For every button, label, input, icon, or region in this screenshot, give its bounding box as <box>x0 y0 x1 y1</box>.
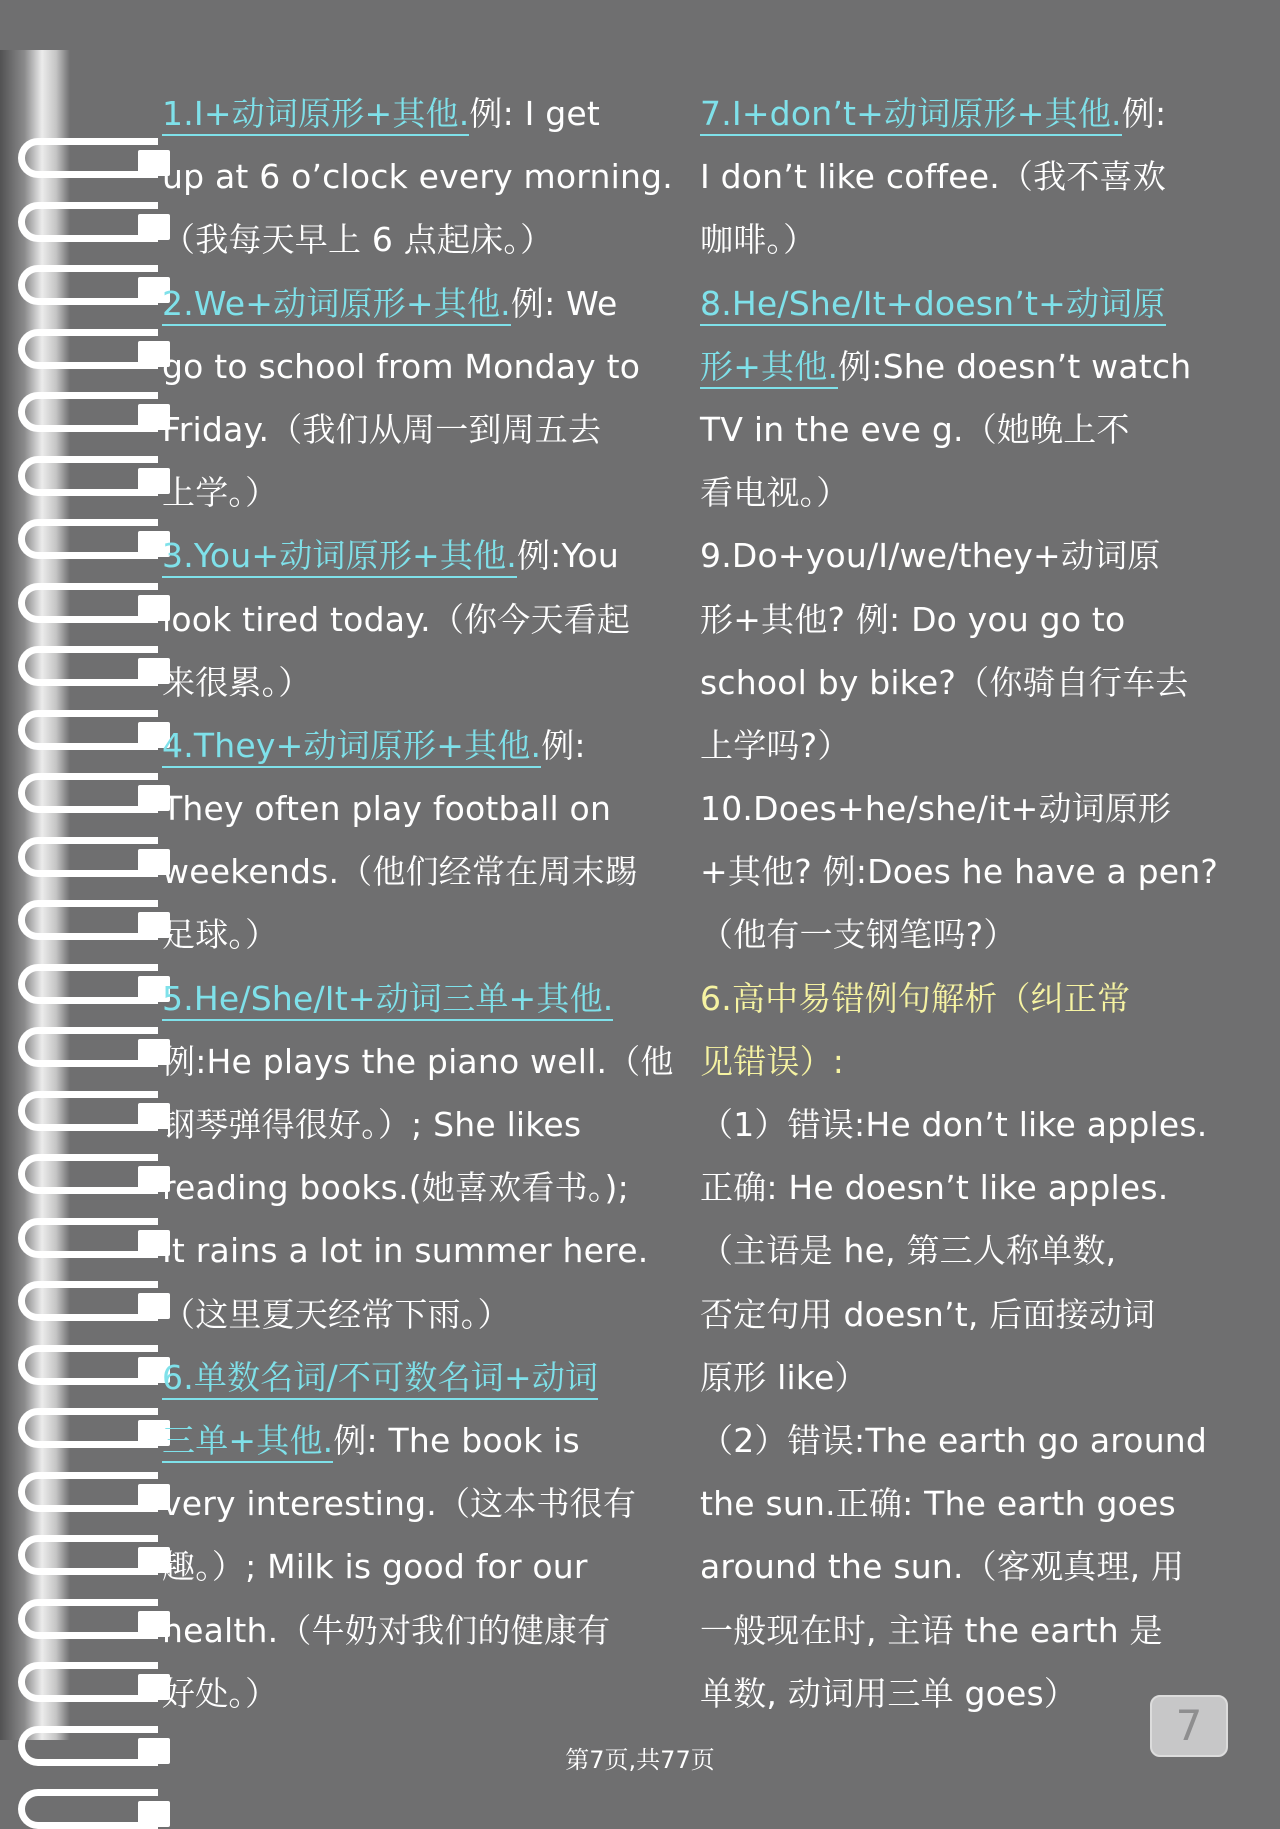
body-text: 形+其他? 例: Do you go to <box>700 599 1126 639</box>
spiral-ring <box>18 1599 148 1639</box>
body-text: （这里夏天经常下雨。） <box>162 1294 511 1334</box>
body-text: 足球。） <box>162 915 279 955</box>
spiral-ring <box>18 1154 148 1194</box>
spiral-ring <box>18 138 148 178</box>
spiral-ring-loop <box>18 456 158 496</box>
left-column-line <box>162 1535 682 1598</box>
spiral-ring <box>18 456 148 496</box>
spiral-binding-rings <box>0 0 170 1810</box>
body-text: 上学吗?） <box>700 725 851 765</box>
body-text: 例: The book is <box>333 1420 580 1460</box>
right-column-line <box>700 1030 1245 1093</box>
left-column-line <box>162 903 682 966</box>
right-column-line <box>700 82 1245 145</box>
left-column-line <box>162 82 682 145</box>
spiral-ring-loop <box>18 1154 158 1194</box>
body-text: 例: We <box>510 283 618 323</box>
right-column-line <box>700 1093 1245 1156</box>
spiral-ring <box>18 646 148 686</box>
spiral-ring-hole <box>138 1801 170 1827</box>
left-column-line <box>162 1156 682 1219</box>
right-column-line <box>700 840 1245 903</box>
body-text: 正确: He doesn’t like apples. <box>700 1168 1169 1208</box>
left-column-line <box>162 272 682 335</box>
spiral-ring <box>18 900 148 940</box>
right-column-line <box>700 777 1245 840</box>
heading-pattern: 2.We+动词原形+其他. <box>162 284 511 326</box>
section-heading: 6.高中易错例句解析（纠正常 <box>700 978 1131 1018</box>
right-column-line <box>700 1156 1245 1219</box>
spiral-ring-loop <box>18 1662 158 1702</box>
spiral-ring-loop <box>18 1535 158 1575</box>
body-text: （我每天早上 6 点起床。） <box>162 220 554 260</box>
body-text: around the sun.（客观真理, 用 <box>700 1547 1185 1587</box>
body-text: 9.Do+you/I/we/they+动词原 <box>700 536 1161 576</box>
right-column-line <box>700 588 1245 651</box>
body-text: weekends.（他们经常在周末踢 <box>162 852 638 892</box>
left-column-line <box>162 1599 682 1662</box>
body-text: 趣。）; Milk is good for our <box>162 1547 588 1587</box>
heading-pattern: 1.I+动词原形+其他. <box>162 94 469 136</box>
left-column-line <box>162 1219 682 1282</box>
left-column-line <box>162 651 682 714</box>
body-text: （他有一支钢笔吗?） <box>700 915 1017 955</box>
body-text: school by bike?（你骑自行车去 <box>700 662 1189 702</box>
left-column-line <box>162 588 682 651</box>
body-text: 例: <box>541 725 586 765</box>
body-text: 上学。） <box>162 473 279 513</box>
body-text: 一般现在时, 主语 the earth 是 <box>700 1610 1163 1650</box>
spiral-ring <box>18 1662 148 1702</box>
spiral-ring <box>18 1408 148 1448</box>
body-text: 好处。） <box>162 1673 279 1713</box>
spiral-ring-loop <box>18 519 158 559</box>
spiral-ring <box>18 329 148 369</box>
heading-pattern: 8.He/She/It+doesn’t+动词原 <box>700 284 1166 326</box>
left-column-line <box>162 967 682 1030</box>
body-text: look tired today.（你今天看起 <box>162 599 631 639</box>
body-text: +其他? 例:Does he have a pen? <box>700 852 1219 892</box>
body-text: very interesting.（这本书很有 <box>162 1484 637 1524</box>
right-column-line <box>700 524 1245 587</box>
body-text: （2）错误:The earth go around <box>700 1420 1208 1460</box>
spiral-ring <box>18 1789 148 1829</box>
right-column-line <box>700 967 1245 1030</box>
body-text: 咖啡。） <box>700 220 817 260</box>
section-heading: 见错误）: <box>700 1041 845 1081</box>
right-column-line <box>700 1283 1245 1346</box>
body-text: 看电视。） <box>700 473 850 513</box>
body-text: 例:He plays the piano well.（他 <box>162 1041 674 1081</box>
spiral-ring-loop <box>18 1789 158 1829</box>
right-column-line <box>700 208 1245 271</box>
body-text: 否定句用 doesn’t, 后面接动词 <box>700 1294 1156 1334</box>
left-column-line <box>162 1409 682 1472</box>
spiral-ring <box>18 837 148 877</box>
right-column-line <box>700 1346 1245 1409</box>
heading-pattern: 5.He/She/It+动词三单+其他. <box>162 979 613 1021</box>
spiral-ring <box>18 583 148 623</box>
left-column-line <box>162 1030 682 1093</box>
heading-pattern: 7.I+don’t+动词原形+其他. <box>700 94 1122 136</box>
right-column-line <box>700 1219 1245 1282</box>
left-column-line <box>162 714 682 777</box>
spiral-ring <box>18 1535 148 1575</box>
spiral-ring-loop <box>18 773 158 813</box>
spiral-ring-loop <box>18 837 158 877</box>
spiral-ring-loop <box>18 1408 158 1448</box>
body-text: Friday.（我们从周一到周五去 <box>162 409 602 449</box>
right-column-line <box>700 335 1245 398</box>
spiral-ring <box>18 1345 148 1385</box>
right-column-line <box>700 272 1245 335</box>
body-text: 单数, 动词用三单 goes） <box>700 1673 1078 1713</box>
body-text: 原形 like） <box>700 1357 868 1397</box>
left-column-line <box>162 777 682 840</box>
right-column <box>700 82 1245 1725</box>
heading-pattern: 4.They+动词原形+其他. <box>162 726 541 768</box>
body-text: go to school from Monday to <box>162 346 641 386</box>
spiral-ring <box>18 519 148 559</box>
spiral-ring-loop <box>18 646 158 686</box>
body-text: TV in the eve g.（她晚上不 <box>700 409 1130 449</box>
spiral-ring <box>18 202 148 242</box>
spiral-ring-loop <box>18 138 158 178</box>
left-column-line <box>162 524 682 587</box>
spiral-ring-loop <box>18 900 158 940</box>
body-text: （主语是 he, 第三人称单数, <box>700 1231 1117 1271</box>
page-number-badge: 7 <box>1150 1695 1228 1757</box>
spiral-ring-loop <box>18 1281 158 1321</box>
body-text: It rains a lot in summer here. <box>162 1231 649 1271</box>
spiral-ring <box>18 1218 148 1258</box>
right-column-line <box>700 1599 1245 1662</box>
left-column-line <box>162 1662 682 1725</box>
body-text: 来很累。） <box>162 662 312 702</box>
right-column-line <box>700 1535 1245 1598</box>
spiral-ring-loop <box>18 1091 158 1131</box>
left-column-line <box>162 335 682 398</box>
body-text: reading books.(她喜欢看书。); <box>162 1168 629 1208</box>
left-column-line <box>162 1346 682 1409</box>
left-column-line <box>162 1093 682 1156</box>
left-column-line <box>162 398 682 461</box>
spiral-ring-loop <box>18 392 158 432</box>
heading-pattern: 3.You+动词原形+其他. <box>162 536 517 578</box>
body-text: the sun.正确: The earth goes <box>700 1484 1176 1524</box>
body-text: 钢琴弹得很好。）; She likes <box>162 1105 582 1144</box>
spiral-ring <box>18 964 148 1004</box>
left-column-line <box>162 145 682 208</box>
spiral-ring-loop <box>18 1472 158 1512</box>
left-column-line <box>162 1283 682 1346</box>
body-text: （1）错误:He don’t like apples. <box>700 1105 1208 1144</box>
spiral-ring-loop <box>18 1599 158 1639</box>
spiral-ring-loop <box>18 202 158 242</box>
spiral-ring <box>18 1027 148 1067</box>
spiral-ring-loop <box>18 1345 158 1385</box>
body-text: 10.Does+he/she/it+动词原形 <box>700 789 1172 829</box>
right-column-line <box>700 903 1245 966</box>
right-column-line <box>700 398 1245 461</box>
spiral-ring <box>18 392 148 432</box>
spiral-ring <box>18 1281 148 1321</box>
body-text: They often play football on <box>162 789 612 829</box>
right-column-line <box>700 1472 1245 1535</box>
heading-pattern: 6.单数名词/不可数名词+动词 <box>162 1358 598 1400</box>
body-text: 例:She doesn’t watch <box>838 346 1192 386</box>
left-column-line <box>162 461 682 524</box>
right-column-line <box>700 1409 1245 1472</box>
left-column-line <box>162 840 682 903</box>
spiral-ring-loop <box>18 583 158 623</box>
body-text: 例: <box>1121 94 1167 133</box>
spiral-ring <box>18 773 148 813</box>
heading-pattern: 形+其他. <box>700 347 838 389</box>
spiral-ring <box>18 710 148 750</box>
spiral-ring-loop <box>18 964 158 1004</box>
spiral-ring <box>18 265 148 305</box>
left-column <box>162 82 682 1725</box>
spiral-ring-loop <box>18 1027 158 1067</box>
body-text: I don’t like coffee.（我不喜欢 <box>700 157 1166 197</box>
spiral-ring-loop <box>18 710 158 750</box>
right-column-line <box>700 714 1245 777</box>
right-column-line <box>700 461 1245 524</box>
body-text: 例: I get <box>469 94 601 133</box>
spiral-ring <box>18 1091 148 1131</box>
spiral-ring <box>18 1472 148 1512</box>
body-text: 例:You <box>516 536 619 576</box>
spiral-ring-loop <box>18 329 158 369</box>
page-footer: 第7页,共77页 <box>565 1746 715 1774</box>
left-column-line <box>162 1472 682 1535</box>
heading-pattern: 三单+其他. <box>162 1421 333 1463</box>
spiral-ring-loop <box>18 265 158 305</box>
spiral-ring-loop <box>18 1218 158 1258</box>
body-text: up at 6 o’clock every morning. <box>162 157 673 197</box>
right-column-line <box>700 145 1245 208</box>
body-text: health.（牛奶对我们的健康有 <box>162 1610 611 1650</box>
left-column-line <box>162 208 682 271</box>
right-column-line <box>700 651 1245 714</box>
